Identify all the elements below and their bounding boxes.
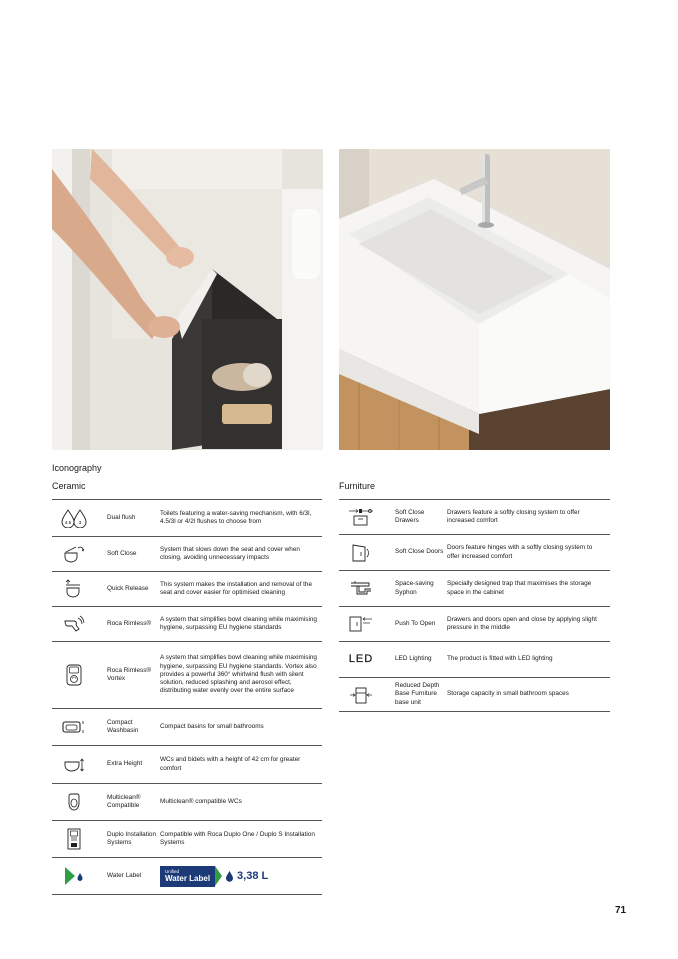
row-desc: WCs and bidets with a height of 42 cm for greater comfort: [160, 756, 301, 772]
row-desc: The product is fitted with LED lighting: [447, 655, 553, 663]
water-label-main-text: Water Label: [165, 873, 211, 883]
water-label-badge-cell: [160, 866, 322, 887]
table-row: [339, 677, 610, 712]
extra-height-icon: [52, 757, 96, 773]
row-name: Push To Open: [395, 619, 436, 627]
row-desc: Storage capacity in small bathroom spaces: [447, 690, 569, 698]
water-drops-icon: [52, 508, 96, 528]
table-row: [339, 606, 610, 641]
table-row: [52, 783, 322, 820]
heading-ceramic: Ceramic: [52, 481, 86, 491]
water-drop-icon: [225, 870, 234, 882]
photo-washbasin-art: [339, 149, 610, 450]
row-name: Roca Rimless®: [107, 619, 152, 627]
water-label-icon: [52, 866, 96, 886]
water-label-badge: [160, 866, 318, 887]
table-row: [52, 499, 322, 536]
rimless-hand-icon: [52, 615, 96, 633]
soft-close-doors-icon: [339, 543, 383, 563]
table-row: [52, 745, 322, 783]
row-name: Multiclean® Compatible: [107, 793, 141, 809]
row-name: Space-saving Syphon: [395, 580, 434, 596]
row-desc: A system that simplifies bowl cleaning while maximising hygiene, surpassing EU hygiene standards. Vortex also provides a powerful 360° whirlwind flush with silent solution, reduced splashing and aerosol effect, distributing water evenly over the entire surface: [160, 654, 317, 695]
photo-drawer-art: [52, 149, 323, 450]
row-desc: Compatible with Roca Duplo One / Duplo S Installation Systems: [160, 830, 315, 846]
row-name: Dual flush: [107, 513, 136, 521]
row-desc: This system makes the installation and removal of the seat and cover easier for optimised cleaning: [160, 580, 313, 596]
table-row: [339, 641, 610, 677]
table-row: [52, 606, 322, 641]
row-desc: Drawers feature a softly closing system to offer increased comfort: [447, 508, 580, 524]
row-name: Duplo Installation Systems: [107, 830, 157, 846]
row-name: Reduced Depth Base Furniture base unit: [395, 682, 440, 706]
heading-iconography: Iconography: [52, 463, 102, 473]
svg-text:3: 3: [78, 520, 82, 525]
table-row: [339, 534, 610, 570]
toilet-quick-release-icon: [52, 579, 96, 599]
table-row: [52, 641, 322, 708]
svg-text:4.5: 4.5: [64, 520, 72, 525]
compact-washbasin-icon: [52, 719, 96, 735]
row-desc: Specially designed trap that maximises the storage space in the cabinet: [447, 580, 592, 596]
water-label-arrow-icon: [215, 866, 222, 886]
row-name: Quick Release: [107, 584, 149, 592]
table-row: [52, 536, 322, 571]
table-row: [52, 820, 322, 857]
duplo-installation-icon: [52, 828, 96, 850]
row-name: Soft Close: [107, 549, 137, 557]
table-row: [339, 499, 610, 534]
reduced-depth-icon: [339, 685, 383, 705]
row-desc: Drawers and doors open and close by applying slight pressure in the middle: [447, 615, 597, 631]
row-name: Roca Rimless® Vortex: [107, 666, 152, 682]
row-name: LED Lighting: [395, 655, 432, 663]
row-name: Soft Close Doors: [395, 548, 444, 556]
water-label-value: 3,38 L: [237, 869, 269, 882]
row-desc: Doors feature hinges with a softly closing system to offer increased comfort: [447, 544, 593, 560]
row-name: Soft Close Drawers: [395, 508, 425, 524]
furniture-table: [339, 499, 610, 712]
heading-furniture: Furniture: [339, 481, 376, 491]
table-row: [339, 570, 610, 606]
table-row: [52, 708, 322, 745]
row-name: Extra Height: [107, 760, 143, 768]
row-desc: Multiclean® compatible WCs: [160, 797, 242, 805]
push-to-open-icon: [339, 614, 383, 634]
multiclean-icon: [52, 793, 96, 811]
toilet-soft-close-icon: [52, 545, 96, 563]
rimless-vortex-icon: [52, 664, 96, 686]
soft-close-drawers-icon: [339, 507, 383, 527]
led-glyph: LED: [348, 653, 374, 666]
row-desc: Toilets featuring a water-saving mechanism, with 6/3l, 4.5/3l or 4/2l flushes to choose from: [160, 509, 312, 525]
row-name: Water Label: [107, 871, 142, 879]
table-row: [52, 857, 322, 895]
row-desc: System that slows down the seat and cover when closing, avoiding unnecessary impacts: [160, 545, 300, 561]
row-desc: Compact basins for small bathrooms: [160, 722, 264, 730]
water-label-small-text: Unified: [165, 869, 180, 875]
water-label-dark-box: [160, 866, 215, 887]
row-name: Compact Washbasin: [107, 718, 139, 734]
photo-washbasin: [339, 149, 610, 450]
ceramic-table: [52, 499, 322, 895]
led-icon: [339, 652, 383, 666]
row-desc: A system that simplifies bowl cleaning while maximising hygiene, surpassing EU hygiene standards: [160, 615, 317, 631]
table-row: [52, 571, 322, 606]
page-number: 71: [615, 905, 627, 916]
photo-drawer: [52, 149, 323, 450]
space-saving-syphon-icon: [339, 579, 383, 599]
